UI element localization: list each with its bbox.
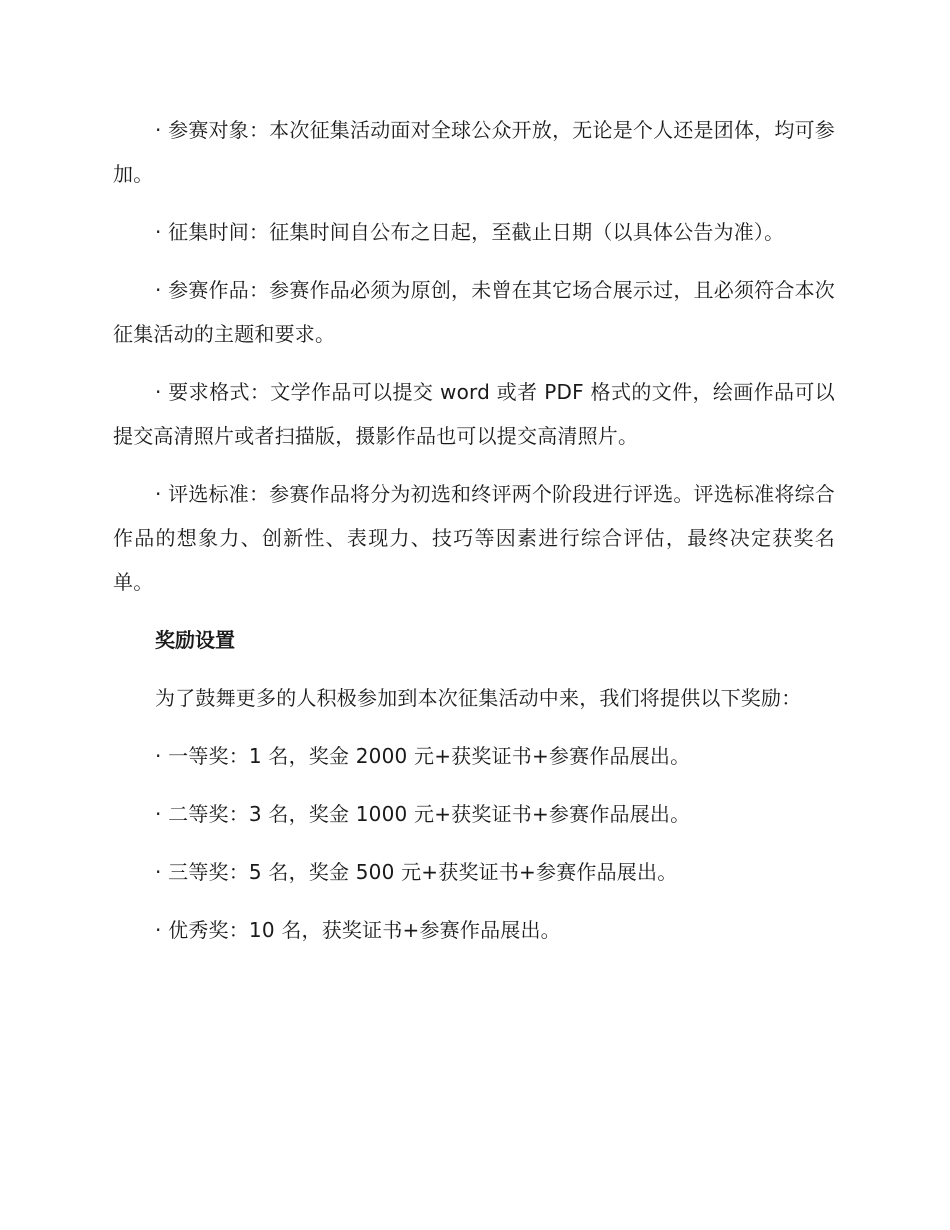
reward-third-prize: · 三等奖：5 名，奖金 500 元+获奖证书+参赛作品展出。 <box>155 860 678 884</box>
rewards-heading: 奖励设置 <box>155 628 235 652</box>
document-body <box>113 108 835 966</box>
rule-participants: · 参赛对象：本次征集活动面对全球公众开放，无论是个人还是团体，均可参加。 <box>113 118 835 186</box>
reward-second-prize: · 二等奖：3 名，奖金 1000 元+获奖证书+参赛作品展出。 <box>155 802 691 826</box>
rule-works: · 参赛作品：参赛作品必须为原创，未曾在其它场合展示过，且必须符合本次征集活动的主题和要求。 <box>113 278 835 346</box>
rule-judging: · 评选标准：参赛作品将分为初选和终评两个阶段进行评选。评选标准将综合作品的想象力、创新性、表现力、技巧等因素进行综合评估，最终决定获奖名单。 <box>113 482 835 594</box>
rule-period: · 征集时间：征集时间自公布之日起，至截止日期（以具体公告为准）。 <box>155 220 785 244</box>
reward-first-prize: · 一等奖：1 名，奖金 2000 元+获奖证书+参赛作品展出。 <box>155 744 691 768</box>
reward-excellence-prize: · 优秀奖：10 名，获奖证书+参赛作品展出。 <box>155 918 561 942</box>
rewards-intro: 为了鼓舞更多的人积极参加到本次征集活动中来，我们将提供以下奖励： <box>155 686 802 710</box>
rule-format: · 要求格式：文学作品可以提交 word 或者 PDF 格式的文件，绘画作品可以提交高清照片或者扫描版，摄影作品也可以提交高清照片。 <box>113 380 835 448</box>
